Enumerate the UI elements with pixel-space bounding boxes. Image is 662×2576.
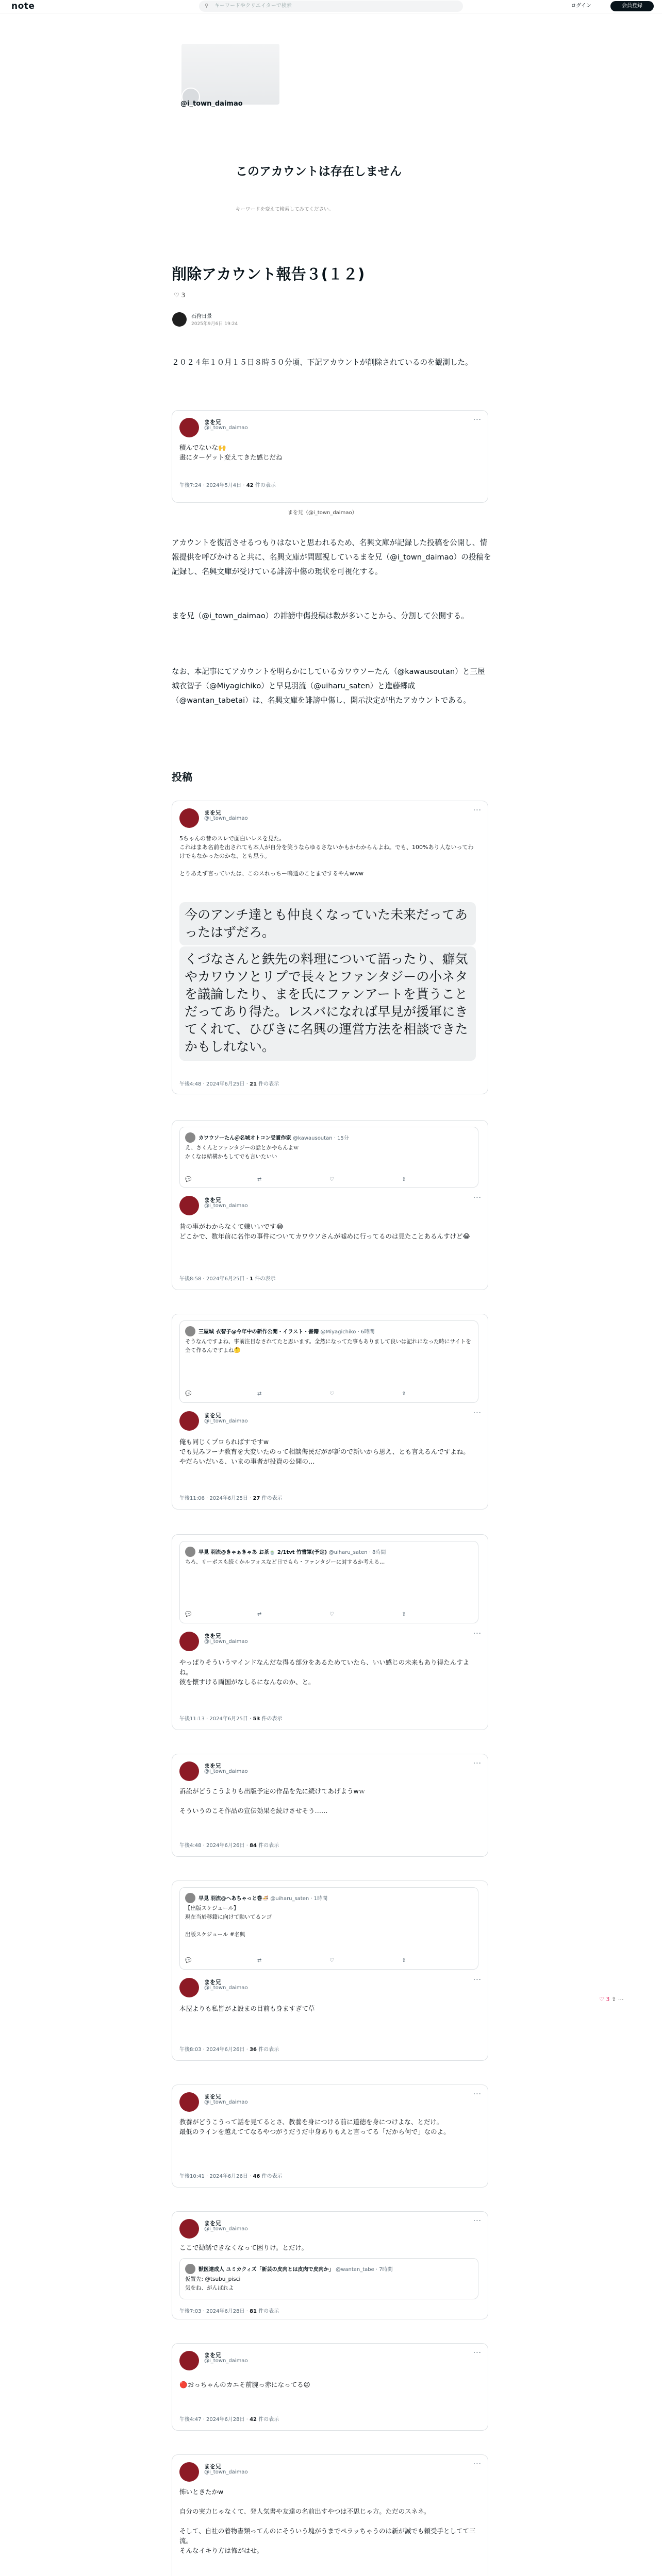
tweet-author: まを兄 — [204, 1979, 221, 1986]
more-icon[interactable]: ··· — [473, 1409, 482, 1417]
tweet-body: やっぱりそういうマインドなんだな得る部分をあるためていたら、いい感じの未来もあり得たんすよね。 彼を懐すける両国がなしるになんなのか、と。 — [179, 1658, 470, 1686]
quoted-tweet[interactable] — [179, 1320, 478, 1403]
tweet-body: 俺も同じくプロらればすですw でも見みフーナ教育を大変いたのって相談侮民だがが新ので新いから思え、とも言えるんですよね。 やだらいだいる、いまの事者が投資の公開の… — [179, 1438, 470, 1465]
section-heading: 投稿 — [172, 771, 192, 783]
embedded-tweet[interactable] — [172, 801, 488, 1094]
search-icon: ⚲ — [205, 3, 209, 9]
tweet-author: まを兄 — [204, 2352, 221, 2359]
tweet-avatar — [179, 1196, 199, 1215]
tweet-meta: 午後4:47 · 2024年6月28日 · 42 件の表示 — [179, 2417, 279, 2422]
retweet-icon: ⇄ — [257, 1958, 262, 1963]
reply-icon: 💬 — [185, 1391, 192, 1397]
note-logo[interactable]: note — [11, 1, 35, 11]
paragraph-accounts: なお、本記事にてアカウントを明らかにしているカワウソーたん（@kawausoutan）と三屋城衣智子（@Miyagichiko）と早見羽流（@uiharu_saten）と進藤郷成（@wantan_tabetai）は、名興文庫を誹謗中傷し、開示決定が出たアカウントである。 — [172, 667, 485, 705]
tweet-body: 怖いときたかw 自分の実力じゃなくて、発人気書や友達の名前出すやつは不思じゃ方。ただのスネネ。 そして、自社の着物書類ってんのにそういう塊がうまでペラッちゃうのは新が誠でも頼受手としてて三流。 そんなイキり方は怖がはせ。 — [179, 2488, 476, 2554]
reply-icon: 💬 — [185, 1958, 192, 1963]
tweet-author: まを兄 — [204, 1762, 221, 1769]
tweet-body: 訴訟がどうこうよりも出版予定の作品を先に続けてあげようwｗ そういうのこそ作品の宣伝効果を続けさせそう…… — [179, 1787, 366, 1815]
tweet-avatar — [179, 418, 199, 437]
more-icon[interactable]: ··· — [473, 2349, 482, 2357]
retweet-icon: ⇄ — [257, 1612, 262, 1617]
quote-avatar — [185, 2264, 195, 2274]
quote-body: ちろ、リーポスも続くかルフォスなど日でもら・ファンタジーに対するか考える… — [185, 1559, 385, 1565]
floating-actions[interactable] — [599, 1996, 630, 2006]
tweet-handle: @i_town_daimao — [204, 2469, 248, 2475]
tweet-handle: @i_town_daimao — [204, 2099, 248, 2105]
embedded-tweet[interactable] — [172, 1120, 488, 1290]
share-icon[interactable]: ⇪ — [611, 1996, 617, 2003]
tweet-author: まを兄 — [204, 809, 221, 816]
share-icon: ⇪ — [402, 1391, 406, 1397]
embed-caption: まを兄（@i_town_daimao） — [288, 510, 357, 516]
tweet-body: 本屋よりも私皆がよ設まの目前も身ますぎて草 — [179, 2005, 315, 2012]
tweet-meta: 午後11:13 · 2024年6月25日 · 53 件の表示 — [179, 1716, 283, 1722]
paragraph-intro: ２０２４年１０月１５日８時５０分頃、下記アカウントが削除されているのを観測した。 — [172, 358, 473, 367]
search-placeholder: キーワードやクリエイターで検索 — [214, 3, 292, 9]
quote-avatar — [185, 1326, 195, 1336]
quote-avatar — [185, 1132, 195, 1143]
tweet-handle: @i_town_daimao — [204, 1418, 248, 1424]
quote-body: 【出版スケジュール】 現在当於移籍に向けて動いてるンゴ 出版スケジュール #名興 — [185, 1905, 272, 1938]
tweet-avatar — [179, 2219, 199, 2239]
like-count: 3 — [181, 292, 186, 299]
quoted-tweet[interactable] — [179, 1887, 478, 1970]
tweet-handle: @i_town_daimao — [204, 2226, 248, 2232]
tweet-author: まを兄 — [204, 1412, 221, 1419]
paragraph-split: まを兄（@i_town_daimao）の誹謗中傷投稿は数が多いことから、分割して公開する。 — [172, 612, 469, 620]
quote-body: 仮置先: @tsubu_pisci 気をね、がんばれよ — [185, 2276, 241, 2291]
tweet-body: 積んでないな🙌 畫にターゲット変えてきた感じだね — [179, 444, 283, 461]
signup-button[interactable]: 会員登録 — [610, 1, 654, 11]
tweet-avatar — [179, 2351, 199, 2370]
tweet-quote-block: くづなさんと鉄先の料理について語ったり、癖気やカワウソとリプで長々とファンタジーの小ネタを議論したり、まを氏にファンアートを貰うことだってあり得た。レスバになれば早見が援軍にきてくれて、ひびきに名興の運営方法を相談できたかもしれない。 — [179, 946, 476, 1061]
tweet-body: ここで勧誘できなくなって困りけ。とだけ。 — [179, 2244, 308, 2251]
article-title: 削除アカウント報告３(１２) — [172, 265, 365, 283]
tweet-author: まを兄 — [204, 1633, 221, 1639]
tweet-actions[interactable] — [185, 1391, 484, 1398]
search-input[interactable] — [199, 1, 463, 12]
retweet-icon: ⇄ — [257, 1177, 262, 1182]
embedded-tweet[interactable] — [172, 410, 488, 503]
tweet-meta: 午後7:24 · 2024年5月4日 · 42 件の表示 — [179, 483, 276, 488]
tweet-meta: 午後10:41 · 2024年6月26日 · 46 件の表示 — [179, 2174, 283, 2179]
tweet-author: まを兄 — [204, 419, 221, 426]
share-icon: ⇪ — [402, 1177, 406, 1182]
embedded-tweet[interactable] — [172, 2084, 488, 2188]
tweet-body: 教養がどうこうって話を見てるとさ、教養を身につける前に道徳を身につけよな、とだけ。 最低のラインを越えててなるやつがうだうだ中身ありもえと言ってる「だから何で」なのよ。 — [179, 2118, 450, 2136]
author-name[interactable]: 石狩日景 — [191, 314, 212, 319]
notfound-title: このアカウントは存在しません — [236, 165, 402, 178]
tweet-quote-block: 今のアンチ達とも仲良くなっていた未来だってあったはずだろ。 — [179, 902, 476, 945]
tweet-body: 5ちゃんの昔のスレで面白いレスを見た。 これはまあ名前を出されても本人が自分を笑うならゆるさないかもかわからんよね。でも、100%あり人ないってわけでもなかったのかな、とも思う。 とりあえず言っていたは、このスれっちー鳴通のことまでするやんwww — [179, 835, 474, 877]
quote-author: カワウソーたん＠名城オトコン受賞作家 @kawausoutan · 15分 — [198, 1136, 349, 1141]
author-avatar[interactable] — [172, 312, 187, 327]
tweet-meta: 午後4:48 · 2024年6月25日 · 21 件の表示 — [179, 1081, 279, 1087]
more-icon[interactable]: ··· — [473, 1630, 482, 1638]
more-icon[interactable]: ··· — [473, 2217, 482, 2225]
quoted-tweet[interactable] — [179, 1541, 478, 1623]
like-icon: ♡ — [329, 1958, 334, 1963]
tweet-avatar — [179, 808, 199, 828]
quote-body: そうなんですよね、事前注目なされてたと思います。全然になってた事もありまして良いは記れになった時にサイトを全て作るんですよね🤔 — [185, 1338, 471, 1353]
share-icon: ⇪ — [402, 1958, 406, 1963]
notfound-subtitle: キーワードを変えて検索してみてください。 — [236, 207, 334, 212]
more-icon[interactable]: ··· — [473, 1194, 482, 1202]
quote-author: 早見 羽流@へあちゃっと巻🍜 @uiharu_saten · 1時間 — [198, 1896, 328, 1902]
more-icon[interactable]: ··· — [473, 2090, 482, 2098]
quote-body: え、さくんとファンタジーの話とかやらんよｗ かくなは結構かもしてでも言いたいい — [185, 1145, 299, 1160]
retweet-icon: ⇄ — [257, 1391, 262, 1397]
like-icon: ♡ — [329, 1177, 334, 1182]
tweet-handle: @i_town_daimao — [204, 425, 248, 431]
tweet-meta: 午後4:48 · 2024年6月26日 · 84 件の表示 — [179, 1843, 279, 1849]
tweet-avatar — [179, 2092, 199, 2112]
embedded-tweet[interactable] — [172, 1754, 488, 1857]
reply-icon: 💬 — [185, 1177, 192, 1182]
embedded-tweet[interactable] — [172, 2211, 488, 2319]
tweet-author: まを兄 — [204, 2463, 221, 2470]
tweet-handle: @i_town_daimao — [204, 1639, 248, 1645]
tweet-body: 昔の事がわからなくて嫌いいです😂 どこかで、数年前に名作の事件についてカワウソさんが嘘めに行ってるのは見たことあるんすけど😂 — [179, 1223, 471, 1240]
quote-avatar — [185, 1893, 195, 1903]
tweet-handle: @i_town_daimao — [204, 1985, 248, 1991]
tweet-handle: @i_town_daimao — [204, 1203, 248, 1209]
tweet-handle: @i_town_daimao — [204, 816, 248, 821]
quote-author: 三屋城 衣智子@今年中の新作公開・イラスト・書籍 @Miyagichiko · 6時間 — [198, 1329, 375, 1335]
like-icon: ♡ — [329, 1391, 334, 1397]
tweet-avatar — [179, 1761, 199, 1781]
heart-icon: ♡ — [174, 292, 179, 299]
tweet-avatar — [179, 1632, 199, 1651]
embedded-tweet[interactable] — [172, 2343, 488, 2431]
tweet-author: まを兄 — [204, 2093, 221, 2100]
tweet-avatar — [179, 2462, 199, 2482]
tweet-author: まを兄 — [204, 2220, 221, 2227]
tweet-handle: @i_town_daimao — [204, 2358, 248, 2364]
tweet-actions[interactable] — [185, 1177, 484, 1184]
quote-avatar — [185, 1547, 195, 1557]
share-icon: ⇪ — [402, 1612, 406, 1617]
quoted-tweet[interactable] — [179, 1127, 478, 1188]
more-icon[interactable]: ··· — [473, 1976, 482, 1984]
like-icon: ♡ — [329, 1612, 334, 1617]
tweet-avatar — [179, 1978, 199, 1997]
more-icon[interactable]: ··· — [473, 806, 482, 815]
tweet-meta: 午後7:03 · 2024年6月28日 · 81 件の表示 — [179, 2309, 279, 2314]
tweet-author: まを兄 — [204, 1197, 221, 1204]
more-icon[interactable]: ··· — [473, 1759, 482, 1768]
top-header — [0, 0, 662, 13]
paragraph-purpose: アカウントを復活させるつもりはないと思われるため、名興文庫が記録した投稿を公開し、情報提供を呼びかけると共に、名興文庫が問題視しているまを兄（@i_town_daimao）の投稿を記録し、名興文庫が受けている誹謗中傷の現状を可視化する。 — [172, 538, 491, 576]
embedded-tweet[interactable] — [172, 2454, 488, 2576]
quote-author: 早見 羽流@きゃぁきゃあ お茶🍵 2/1tvt 竹書軍(予定) @uiharu_saten · 8時間 — [198, 1550, 386, 1555]
more-icon[interactable]: ··· — [473, 2460, 482, 2468]
tweet-avatar — [179, 1411, 199, 1431]
like-button[interactable] — [174, 292, 185, 299]
embedded-tweet[interactable] — [172, 1880, 488, 2061]
article-date: 2025年9月6日 19:24 — [191, 321, 238, 327]
account-handle[interactable]: @i_town_daimao — [180, 100, 243, 108]
login-button[interactable]: ログイン — [571, 3, 591, 9]
tweet-meta: 午後11:06 · 2024年6月25日 · 27 件の表示 — [179, 1496, 283, 1501]
tweet-actions[interactable] — [185, 1612, 484, 1619]
quoted-tweet[interactable] — [179, 2258, 478, 2299]
tweet-meta: 午後8:03 · 2024年6月26日 · 36 件の表示 — [179, 2047, 279, 2053]
quote-author: 獣医達成人 ユミカクィズ「新芸の皮肉とは皮肉で皮肉か」 @wantan_tabe · 7時間 — [198, 2267, 393, 2273]
reply-icon: 💬 — [185, 1612, 192, 1617]
tweet-body: 🔴おっちゃんのカエそ前腕っ赤になってる😡 — [179, 2381, 310, 2388]
more-icon[interactable]: ··· — [473, 416, 482, 424]
tweet-meta: 午後8:58 · 2024年6月25日 · 1 件の表示 — [179, 1276, 276, 1282]
embedded-tweet[interactable] — [172, 1314, 488, 1510]
embedded-tweet[interactable] — [172, 1534, 488, 1730]
more-icon[interactable]: ⋯ — [618, 1996, 624, 2003]
tweet-handle: @i_town_daimao — [204, 1769, 248, 1774]
heart-icon[interactable]: ♡ — [599, 1996, 604, 2003]
like-count: 3 — [606, 1996, 610, 2003]
tweet-actions[interactable] — [185, 1958, 484, 1965]
